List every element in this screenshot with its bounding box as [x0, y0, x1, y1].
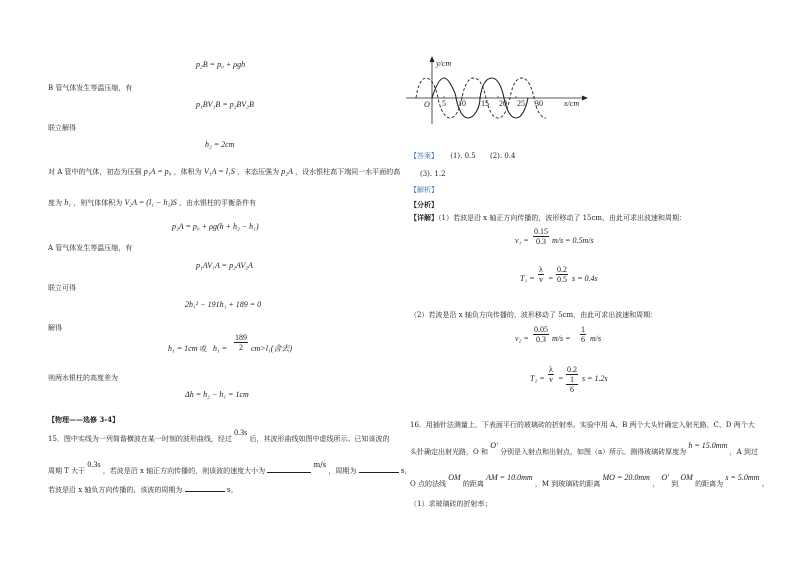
text-fragment: 头针确定出射光路，O 和: [410, 448, 488, 456]
text-fragment: 15．图中实线为一列简谐横波在某一时刻的波形曲线，经过: [48, 435, 232, 443]
text-a-tube-initial: [48, 167, 400, 177]
fraction-v2: [533, 325, 549, 344]
math-thickness: h = 15.0mm: [688, 441, 728, 450]
x-axis-label: x/cm: [564, 99, 580, 108]
question-16-part-1: （1）求玻璃砖的折射率；: [410, 500, 492, 508]
math-equals: =: [548, 274, 554, 283]
text-fragment: s，: [400, 467, 412, 475]
math-o-prime: O′: [661, 473, 669, 482]
text-or: 或: [199, 345, 207, 353]
answer-blank-speed[interactable]: [267, 472, 311, 473]
text-fragment: ，体积为: [173, 168, 202, 176]
math-v2-mid: m/s =: [552, 334, 571, 343]
tick-label: 10: [458, 99, 466, 108]
section-heading: 【物理——选修 3-4】: [48, 415, 120, 424]
tick-label: 15: [481, 99, 489, 108]
y-axis-label: y/cm: [436, 59, 452, 68]
math-t1-lhs: T₁ =: [520, 274, 535, 283]
fraction-numerator: 0.15: [534, 227, 548, 236]
question-16-line-1: 16．用插针法测量上、下表面平行的玻璃砖的折射率。实验中用 A、B 两个大头针确定入射光路、C、D 两个大: [410, 421, 755, 429]
answer-value: (2). 0.4: [489, 152, 516, 160]
math-root-1: h₁ = 1cm: [168, 344, 198, 353]
math-equals: =: [558, 374, 564, 383]
equation-pressure-b: p₂B = p₀ + ρgh: [196, 60, 246, 69]
equation-roots: [168, 344, 227, 354]
question-15-line-1: [48, 428, 390, 444]
fraction-numerator: λ: [549, 365, 553, 374]
math-time: 0.3s: [87, 460, 101, 469]
math-root-2-lhs: h₁ =: [212, 344, 228, 353]
origin-label: O: [424, 100, 430, 109]
fraction-numerator: 1: [581, 325, 585, 334]
math-s: s = 5.0mm: [725, 473, 760, 482]
question-15-line-2: [48, 460, 412, 476]
text-b-tube-compression: B 管气体发生等温压缩，有: [48, 84, 133, 92]
fraction-t2: [566, 365, 578, 394]
x-axis-arrow: [582, 96, 588, 101]
text-fragment: ，若波是沿 x 轴正方向传播的，则该波的速度大小为: [102, 467, 266, 475]
fraction-denominator: 1: [566, 375, 578, 385]
text-fragment: 。: [761, 480, 769, 488]
math-h1: h₁: [64, 198, 72, 207]
math-v1-rhs: m/s = 0.5m/s: [552, 236, 594, 245]
text-fragment: 后，其波形曲线如图中虚线所示。已知该波的: [249, 435, 390, 443]
fraction-numerator: 0.05: [534, 325, 548, 334]
equation-boyle-b: p₁BV₁B = p₂BV₂B: [196, 100, 254, 109]
fraction-denominator: v: [538, 275, 543, 284]
math-mo: MO = 20.0mm: [602, 473, 650, 482]
fraction-numerator: 189: [235, 333, 247, 342]
math-p1a: p₁A = p₀: [143, 167, 172, 176]
text-fragment: O 点的法线: [410, 480, 446, 488]
fraction-denominator: 6: [570, 385, 574, 394]
answer-value: (1). 0.5: [450, 152, 476, 160]
answer-blank-period[interactable]: [359, 472, 399, 473]
unit-mps: m/s: [313, 461, 327, 469]
wave-graph: [404, 54, 588, 126]
text-fragment: 到: [671, 480, 679, 488]
text-solve: 联立解得: [48, 124, 76, 132]
text-fragment: ，设水银柱高下端同一水平面的高: [295, 168, 401, 176]
fraction-lambda-v: [548, 365, 554, 384]
fraction-root-2: [234, 333, 248, 352]
question-16-line-2: [410, 441, 758, 457]
question-16-line-3: [410, 473, 769, 489]
text-fragment: ，由水银柱的平衡条件有: [179, 199, 257, 207]
tick-label: 25: [517, 99, 525, 108]
fraction-t1: [556, 265, 568, 284]
text-fragment: 对 A 管中的气体，初态为压强: [48, 168, 142, 176]
math-v2-lhs: v₂ =: [515, 334, 529, 343]
fraction-denominator: v: [548, 375, 553, 384]
equation-h2: h₂ = 2cm: [205, 140, 235, 149]
fraction-numerator: λ: [539, 265, 543, 274]
fraction-denominator: 0.5: [557, 275, 567, 284]
text-fragment: 若波是沿 x 轴负方向传播的，该波的周期为: [48, 486, 183, 494]
text-a-tube-compression: A 管气体发生等温压缩，有: [48, 244, 133, 252]
math-v1-lhs: v₁ =: [515, 236, 529, 245]
math-t1-rhs: s = 0.4s: [572, 274, 598, 283]
text-fragment: （1）若波是沿 x 轴正方向传播的，波形移动了 15cm，由此可求出波速和周期：: [438, 214, 687, 222]
text-fragment: s。: [226, 486, 238, 494]
tick-label: 5: [442, 99, 446, 108]
math-om: OM: [448, 473, 461, 482]
text-fragment: 周期 T 大于: [48, 467, 86, 475]
fraction-v1: [533, 227, 549, 246]
y-axis-arrow: [430, 56, 435, 62]
math-p2a: p₂A: [281, 167, 293, 176]
answer-value: (3). 1.2: [420, 170, 446, 178]
text-a-tube-final: [48, 198, 256, 208]
answer-line-1: [410, 152, 515, 161]
math-om: OM: [680, 473, 693, 482]
fraction-numerator: 0.2: [557, 265, 567, 274]
fraction-denominator: 0.3: [536, 237, 546, 246]
fraction-denominator: 2: [239, 343, 243, 352]
math-o-prime: O′: [490, 441, 498, 450]
detail-line-1: [410, 213, 686, 223]
math-t2-lhs: T₂ =: [530, 374, 545, 383]
question-15-line-3: [48, 486, 237, 495]
fraction-numerator: 0.2: [567, 365, 577, 374]
math-am: AM = 10.0mm: [486, 473, 533, 482]
text-solution: 解得: [48, 324, 62, 332]
fraction-one-sixth: [580, 325, 586, 344]
text-fragment: ，末态压强为: [236, 168, 279, 176]
math-root-2-rhs: cm>l₁(舍去): [251, 344, 293, 353]
text-combine: 联立可得: [48, 284, 76, 292]
math-t2-rhs: s = 1.2s: [582, 374, 608, 383]
math-time: 0.3s: [234, 428, 248, 437]
text-fragment: ，则气体体积为: [73, 199, 123, 207]
text-fragment: ，周期为: [328, 467, 357, 475]
text-fragment: 分别是入射点和出射点，如图（a）所示。测得玻璃砖厚度为: [499, 448, 687, 456]
text-fragment: 的距离为: [695, 480, 724, 488]
detail-tag: 【详解】: [410, 213, 438, 222]
fraction-denominator: 0.3: [536, 335, 546, 344]
math-v2a: V₂A = (l₁ − h₁)S: [124, 198, 177, 207]
math-v2-rhs: m/s: [590, 334, 602, 343]
fraction-denominator: 6: [581, 335, 585, 344]
fenxi-tag: 【分析】: [410, 200, 438, 209]
detail-line-2: （2）若波是沿 x 轴负方向传播的，波形移动了 5cm，由此可求出波速和周期：: [410, 311, 658, 319]
equation-height-diff: Δh = h₂ − h₁ = 1cm: [185, 390, 249, 399]
text-fragment: 度为: [48, 199, 62, 207]
tick-label: 20: [499, 99, 507, 108]
fraction-lambda-v: [538, 265, 544, 284]
equation-pressure-a: p₂A = p₀ + ρg(h + h₂ − h₁): [172, 222, 259, 231]
text-fragment: ，: [652, 480, 660, 488]
equation-quadratic: 2h₁² − 191h₁ + 189 = 0: [185, 300, 262, 309]
tick-label: 30: [535, 99, 543, 108]
equation-boyle-a: p₁AV₁A = p₂AV₂A: [196, 261, 253, 270]
answer-tag: 【答案】: [410, 152, 438, 160]
math-v1a: V₁A = l₁S: [203, 167, 235, 176]
analysis-tag: 【解析】: [410, 186, 438, 194]
text-fragment: 的距离: [462, 480, 484, 488]
text-fragment: ，A 到过: [729, 448, 758, 456]
answer-blank-period-negative[interactable]: [185, 491, 225, 492]
text-fragment: ，M 到玻璃砖的距离: [534, 480, 601, 488]
text-height-diff: 则两水银柱的高度差为: [48, 374, 118, 382]
